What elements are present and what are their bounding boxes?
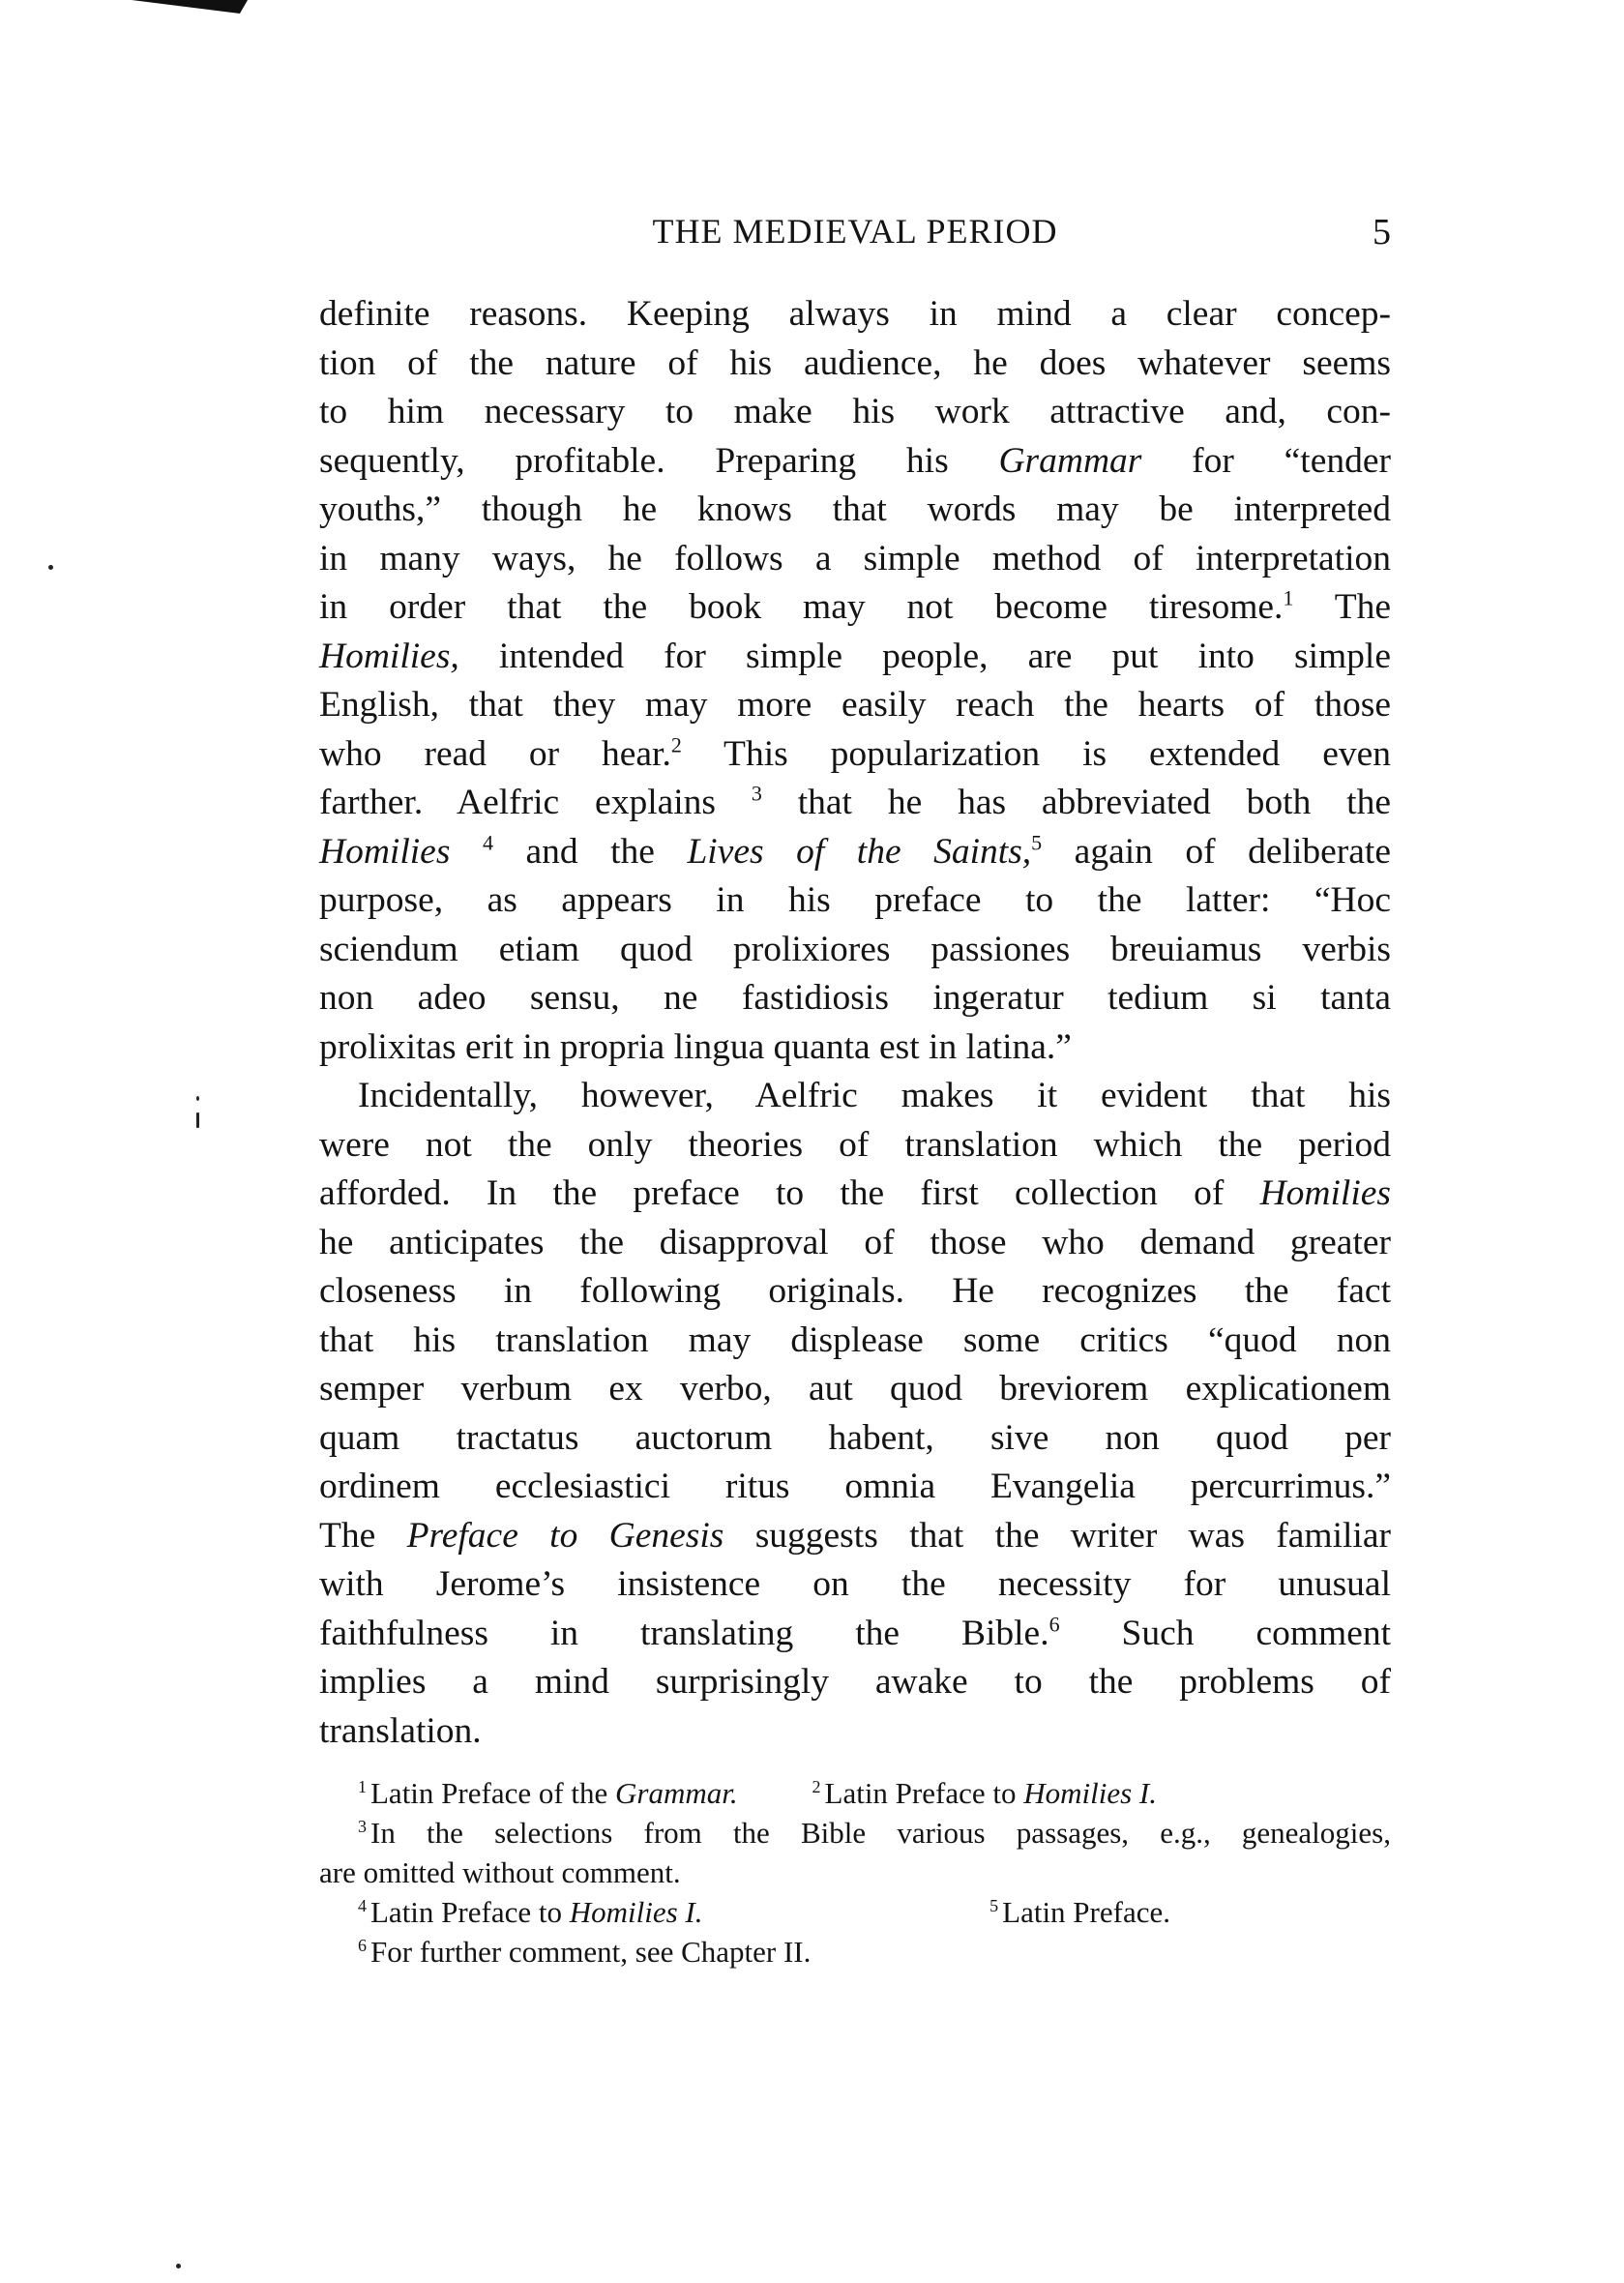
text-line: English, that they may more easily reach the hearts of those <box>319 685 1391 725</box>
footnotes <box>319 1773 1391 1972</box>
text-line: semper verbum ex verbo, aut quod breviorem explicationem <box>319 1369 1391 1408</box>
footnote-marker: 6 <box>358 1935 367 1955</box>
text-line: in many ways, he follows a simple method of interpretation <box>319 538 1391 578</box>
running-head <box>319 211 1391 259</box>
footnote-reference: 5 <box>1031 830 1043 854</box>
footnote-marker: 4 <box>358 1895 367 1915</box>
footnote-marker: 1 <box>358 1776 367 1796</box>
footnote-5 <box>989 1892 1170 1932</box>
text-line: The Preface to Genesis suggests that the writer was familiar <box>319 1515 1391 1556</box>
footnote-reference: 4 <box>482 830 493 854</box>
scan-artifact-dot <box>196 1112 199 1128</box>
text-line: Homilies, intended for simple people, are put into simple <box>319 636 1391 676</box>
italic-text: Homilies, <box>319 636 459 676</box>
footnote-6 <box>319 1932 1391 1972</box>
italic-text: Preface to Genesis <box>406 1515 724 1556</box>
italic-text: Homilies <box>319 831 451 872</box>
text-line: sciendum etiam quod prolixiores passiones breuiamus verbis <box>319 929 1391 969</box>
text-line: non adeo sensu, ne fastidiosis ingeratur tedium si tanta <box>319 978 1391 1018</box>
text-line: he anticipates the disapproval of those who demand greater <box>319 1222 1391 1262</box>
text-line: implies a mind surprisingly awake to the problems of <box>319 1662 1391 1702</box>
text-line: afforded. In the preface to the first collection of Homilies <box>319 1173 1391 1213</box>
text-line: quam tractatus auctorum habent, sive non quod per <box>319 1417 1391 1458</box>
footnote-reference: 3 <box>751 781 762 806</box>
footnote-marker: 5 <box>989 1895 999 1915</box>
scan-artifact-dot <box>196 1096 199 1101</box>
text-line: closeness in following originals. He recognizes the fact <box>319 1271 1391 1311</box>
text-line: to him necessary to make his work attractive and, con- <box>319 392 1391 431</box>
running-title: THE MEDIEVAL PERIOD <box>652 212 1058 251</box>
footnote-text: Latin Preface to Homilies I. <box>824 1776 1157 1810</box>
scan-artifact-dot <box>48 565 53 570</box>
footnote-text: In the selections from the Bible various passages, e.g., genealogies, <box>370 1816 1391 1850</box>
text-line: in order that the book may not become tiresome.$^1$ The <box>319 585 1392 627</box>
body-text <box>319 290 1391 1756</box>
footnote-marker: 2 <box>812 1776 821 1796</box>
italic-text: Homilies I. <box>1023 1776 1157 1810</box>
text-line: definite reasons. Keeping always in mind a clear concep- <box>319 294 1391 334</box>
text-line: with Jerome’s insistence on the necessity for unusual <box>319 1564 1391 1604</box>
footnote-text: Latin Preface to Homilies I. <box>370 1895 703 1929</box>
text-line: ordinem ecclesiastici ritus omnia Evangelia percurrimus.” <box>319 1467 1391 1506</box>
scan-artifact-dot <box>176 2264 181 2268</box>
text-line: who read or hear.$^2$ This popularization is extended even <box>319 732 1391 774</box>
footnote-3 <box>319 1813 1391 1853</box>
italic-text: Homilies <box>1259 1173 1391 1213</box>
text-line: faithfulness in translating the Bible.$^6$ Such comment <box>319 1612 1392 1653</box>
text-line: translation. <box>319 1710 482 1751</box>
text-line: sequently, profitable. Preparing his Grammar for “tender <box>319 440 1391 481</box>
footnote-reference: 6 <box>1048 1612 1060 1636</box>
footnote-text: Latin Preface of the Grammar. <box>370 1776 738 1810</box>
italic-text: Grammar <box>998 440 1142 481</box>
footnote-reference: 2 <box>670 732 682 756</box>
footnote-3-continued: are omitted without comment. <box>319 1855 681 1889</box>
text-line: purpose, as appears in his preface to the latter: “Hoc <box>319 880 1391 920</box>
text-line: were not the only theories of translation which the period <box>319 1124 1391 1165</box>
italic-text: Homilies I. <box>569 1895 703 1929</box>
text-line: farther. Aelfric explains $^3$ that he has abbreviated both the <box>319 781 1391 822</box>
text-line: Homilies $^4$ and the Lives of the Saints,$^5$ again of deliberate <box>319 830 1391 872</box>
footnote-reference: 1 <box>1283 585 1294 610</box>
italic-text: Lives of the Saints, <box>687 831 1032 872</box>
scan-artifact-mark <box>124 0 248 14</box>
footnote-row <box>319 1773 1170 1813</box>
footnote-4 <box>319 1892 702 1932</box>
page-number: 5 <box>1373 212 1391 252</box>
footnote-2 <box>812 1773 1170 1813</box>
text-line: prolixitas erit in propria lingua quanta est in latina.” <box>319 1026 1072 1067</box>
text-line: Incidentally, however, Aelfric makes it evident that his <box>358 1076 1391 1115</box>
italic-text: Grammar. <box>615 1776 738 1810</box>
text-line: youths,” though he knows that words may be interpreted <box>319 489 1391 529</box>
footnote-row <box>319 1892 1170 1932</box>
footnote-1 <box>319 1773 738 1813</box>
text-line: tion of the nature of his audience, he does whatever seems <box>319 342 1391 383</box>
footnote-text: Latin Preface. <box>1002 1895 1170 1929</box>
footnote-marker: 3 <box>358 1816 367 1836</box>
footnote-text: For further comment, see Chapter II. <box>370 1935 812 1969</box>
text-line: that his translation may displease some critics “quod non <box>319 1319 1391 1360</box>
